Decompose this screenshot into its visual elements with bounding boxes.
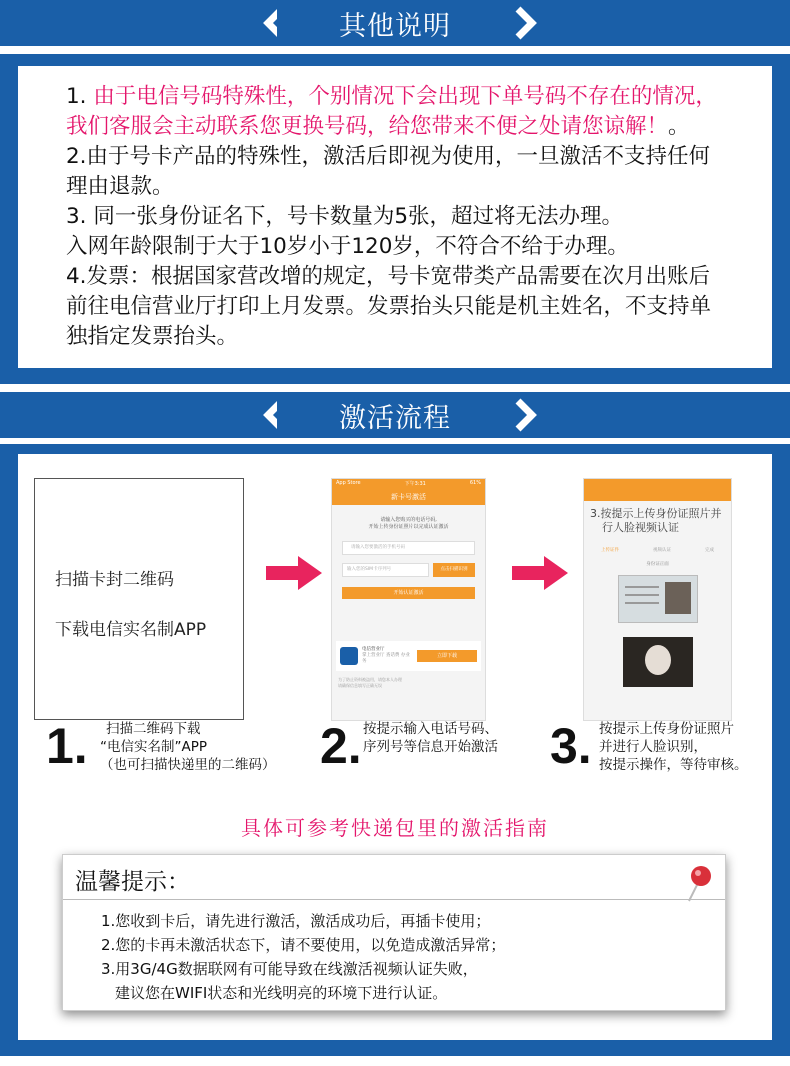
- app-info: [362, 647, 413, 665]
- step-number: 2.: [320, 718, 362, 774]
- phone-status-bar: [332, 479, 485, 489]
- face-silhouette-icon: [645, 645, 671, 675]
- qr-instruction-card: [34, 478, 244, 720]
- tip-item: 建议您在WIFI状态和光线明亮的环境下进行认证。: [115, 984, 448, 1002]
- note-highlight: 由于电信号码特殊性，个别情况下会出现下单号码不存在的情况，: [93, 84, 717, 109]
- tips-list: [101, 909, 505, 1005]
- notes-text: [18, 66, 772, 352]
- section-header-activation: [0, 392, 790, 438]
- tip-item: 1.您收到卡后，请先进行激活，激活成功后，再插卡使用；: [101, 912, 491, 930]
- chevron-right-icon: [506, 5, 542, 41]
- note-line: 独指定发票抬头。: [66, 324, 239, 349]
- note-line: [66, 82, 772, 112]
- section-title: 其他说明: [277, 0, 513, 46]
- phone-footer: [332, 671, 485, 689]
- note-line: 3. 同一张身份证名下，号卡数量为5张，超过将无法办理。: [66, 204, 624, 229]
- activation-panel: [0, 444, 790, 1056]
- note-line: 4.发票：根据国家营改增的规定，号卡宽带类产品需要在次月出账后: [66, 264, 711, 289]
- id-upload-phone-screenshot: [583, 478, 732, 721]
- phone-nav-bar: 新卡号激活: [332, 489, 485, 505]
- phone-desc-line: 请输入您购买的电话号码,: [380, 517, 437, 523]
- app-logo-icon: [340, 647, 358, 665]
- tips-divider: [63, 899, 725, 900]
- id-portrait: [665, 582, 691, 614]
- note-line: [66, 112, 772, 142]
- heading-line: 3.按提示上传身份证照片并: [590, 507, 722, 520]
- tab: 上传证件: [601, 548, 619, 553]
- phone-top-bar: [584, 479, 731, 501]
- status-time: 下午3:31: [404, 481, 426, 487]
- id-card-photo: [618, 575, 698, 623]
- note-tail: 。: [668, 114, 690, 139]
- face-video-frame: [623, 637, 693, 687]
- step-description: [100, 720, 276, 774]
- tips-title: 温馨提示：: [75, 869, 190, 895]
- sim-serial-field[interactable]: 输入您的SIM卡序列号: [342, 563, 429, 577]
- phone-desc-line: 开始上传身份证照片以完成认证激活: [368, 524, 449, 530]
- card-line: 扫描卡封二维码: [55, 570, 174, 590]
- activation-phone-screenshot: [331, 478, 486, 721]
- step-number: 1.: [46, 718, 88, 774]
- section-header-notes: [0, 0, 790, 46]
- step-line: （也可扫描快递里的二维码）: [100, 757, 276, 773]
- tip-item: 3.用3G/4G数据联网有可能导致在线激活视频认证失败，: [101, 960, 478, 978]
- step-line: 按提示上传身份证照片: [599, 721, 734, 737]
- step-description: [363, 720, 498, 756]
- app-desc: 掌上营业厅 查话费 办业务: [362, 653, 410, 664]
- note-line: 入网年龄限制于大于10岁小于120岁，不符合不给于办理。: [66, 234, 629, 259]
- step-line: 按提示操作，等待审核。: [599, 757, 748, 773]
- phone-number-field[interactable]: 请输入您要激活的手机号码: [342, 541, 475, 555]
- chevron-right-icon: [506, 397, 542, 433]
- note-number: 1.: [66, 84, 87, 109]
- tab: 视频认证: [653, 548, 671, 553]
- activation-box: [18, 454, 772, 1040]
- footer-line: 为了防止资料被盗用，请您本人办理: [338, 677, 402, 682]
- notes-box: [18, 66, 772, 368]
- step-line: 按提示输入电话号码、: [363, 721, 498, 737]
- progress-tabs: [584, 547, 731, 553]
- upload-heading: [584, 501, 731, 535]
- tab: 完成: [705, 548, 714, 553]
- step-line: 扫描二维码下载: [106, 721, 201, 737]
- step-line: 序列号等信息开始激活: [363, 739, 498, 755]
- note-line: 前往电信营业厅打印上月发票。发票抬头只能是机主姓名，不支持单: [66, 294, 712, 319]
- id-text-lines: [625, 586, 659, 588]
- pushpin-icon: [679, 863, 713, 909]
- notes-panel: [0, 54, 790, 384]
- section-title: 激活流程: [277, 392, 513, 438]
- scan-button[interactable]: 点击扫描识别: [433, 563, 475, 577]
- status-carrier: App Store: [336, 480, 361, 486]
- id-label: 身份证正面: [646, 562, 669, 567]
- note-line: 理由退款。: [66, 174, 174, 199]
- note-highlight: 我们客服会主动联系您更换号码，给您带来不便之处请您谅解！: [66, 114, 669, 139]
- app-promo: [336, 641, 481, 671]
- arrow-right-icon: [266, 556, 322, 594]
- guide-note: 具体可参考快递包里的激活指南: [241, 816, 549, 840]
- app-name: 电信营业厅: [362, 647, 385, 652]
- heading-line: 行人脸视频认证: [602, 521, 679, 534]
- step-line: “电信实名制”APP: [100, 739, 208, 755]
- card-line: 下载电信实名制APP: [55, 620, 207, 640]
- sim-row: [342, 563, 475, 577]
- step-line: 并进行人脸识别，: [599, 739, 707, 755]
- status-battery: 61%: [469, 480, 481, 486]
- tip-item: 2.您的卡再未激活状态下，请不要使用，以免造成激活异常；: [101, 936, 506, 954]
- arrow-right-icon: [512, 556, 568, 594]
- step-number: 3.: [550, 718, 592, 774]
- tips-box: [62, 854, 726, 1011]
- footer-line: 请确保信息填写正确无误: [338, 683, 382, 688]
- start-activation-button[interactable]: 开始认证激活: [342, 587, 475, 599]
- download-button[interactable]: 立即下载: [417, 650, 477, 662]
- phone-desc: [332, 517, 485, 531]
- note-line: 2.由于号卡产品的特殊性，激活后即视为使用，一旦激活不支持任何: [66, 144, 711, 169]
- step-description: [599, 720, 748, 774]
